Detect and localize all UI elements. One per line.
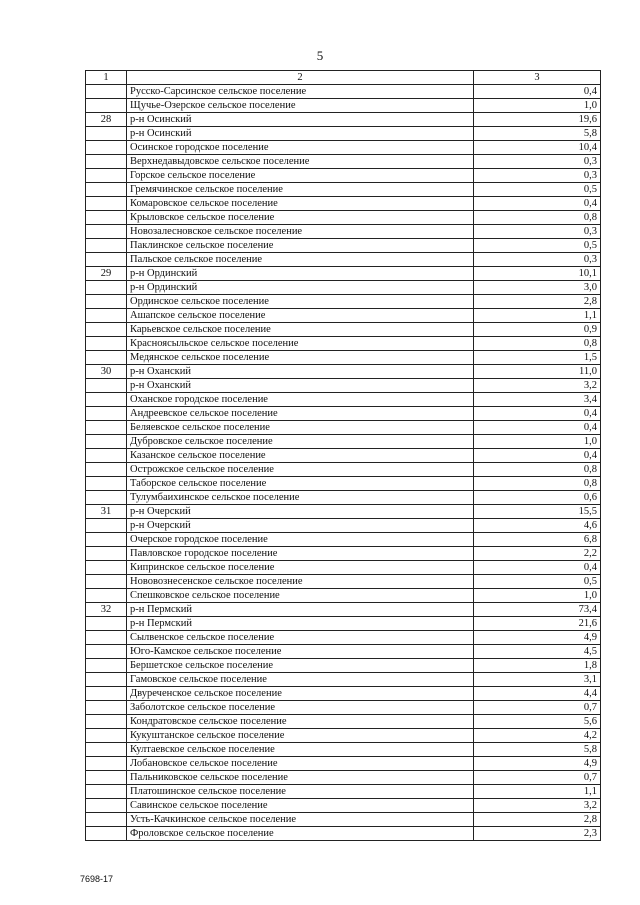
row-name: Усть-Качкинское сельское поселение — [127, 813, 474, 827]
row-name: р-н Осинский — [127, 127, 474, 141]
table-row — [86, 323, 601, 337]
row-number — [86, 575, 127, 589]
row-number — [86, 757, 127, 771]
row-value: 0,8 — [474, 477, 601, 491]
row-name: Пальское сельское поселение — [127, 253, 474, 267]
row-value: 2,3 — [474, 827, 601, 841]
row-name: Медянское сельское поселение — [127, 351, 474, 365]
row-number — [86, 659, 127, 673]
row-value: 1,8 — [474, 659, 601, 673]
row-name: Красноясыльское сельское поселение — [127, 337, 474, 351]
row-name: Бершетское сельское поселение — [127, 659, 474, 673]
row-name: р-н Осинский — [127, 113, 474, 127]
row-number — [86, 99, 127, 113]
row-name: Кукуштанское сельское поселение — [127, 729, 474, 743]
table-row — [86, 561, 601, 575]
row-name: Сылвенское сельское поселение — [127, 631, 474, 645]
row-value: 0,5 — [474, 239, 601, 253]
row-number — [86, 561, 127, 575]
table-row — [86, 617, 601, 631]
row-name: Горское сельское поселение — [127, 169, 474, 183]
row-value: 4,2 — [474, 729, 601, 743]
header-col-1: 1 — [86, 71, 127, 85]
row-number — [86, 393, 127, 407]
table-row — [86, 743, 601, 757]
row-value: 0,4 — [474, 85, 601, 99]
row-number — [86, 197, 127, 211]
row-number: 32 — [86, 603, 127, 617]
row-number — [86, 813, 127, 827]
row-value: 3,2 — [474, 379, 601, 393]
table-row — [86, 547, 601, 561]
row-name: Паклинское сельское поселение — [127, 239, 474, 253]
row-value: 3,4 — [474, 393, 601, 407]
table-row — [86, 197, 601, 211]
row-number — [86, 337, 127, 351]
row-value: 0,8 — [474, 211, 601, 225]
row-value: 10,4 — [474, 141, 601, 155]
row-value: 5,8 — [474, 743, 601, 757]
row-value: 15,5 — [474, 505, 601, 519]
table-row — [86, 659, 601, 673]
row-number: 28 — [86, 113, 127, 127]
table-row — [86, 211, 601, 225]
row-value: 0,4 — [474, 561, 601, 575]
row-value: 1,5 — [474, 351, 601, 365]
row-number — [86, 743, 127, 757]
row-name: Юго-Камское сельское поселение — [127, 645, 474, 659]
row-name: р-н Ординский — [127, 267, 474, 281]
table-row — [86, 407, 601, 421]
table-row — [86, 435, 601, 449]
row-number — [86, 225, 127, 239]
row-number — [86, 799, 127, 813]
table-row — [86, 715, 601, 729]
row-name: Фроловское сельское поселение — [127, 827, 474, 841]
row-number — [86, 519, 127, 533]
row-number — [86, 421, 127, 435]
row-number — [86, 141, 127, 155]
row-name: Тулумбаихинское сельское поселение — [127, 491, 474, 505]
row-name: Павловское городское поселение — [127, 547, 474, 561]
row-name: Казанское сельское поселение — [127, 449, 474, 463]
row-value: 0,4 — [474, 449, 601, 463]
table-row — [86, 519, 601, 533]
row-number — [86, 407, 127, 421]
row-value: 0,4 — [474, 407, 601, 421]
row-value: 2,2 — [474, 547, 601, 561]
row-value: 0,3 — [474, 225, 601, 239]
row-number — [86, 715, 127, 729]
table-row — [86, 491, 601, 505]
row-number — [86, 435, 127, 449]
row-name: Карьевское сельское поселение — [127, 323, 474, 337]
row-value: 4,6 — [474, 519, 601, 533]
row-value: 0,3 — [474, 169, 601, 183]
table-row — [86, 449, 601, 463]
table-row — [86, 463, 601, 477]
table-row — [86, 799, 601, 813]
row-name: Култаевское сельское поселение — [127, 743, 474, 757]
row-name: Осинское городское поселение — [127, 141, 474, 155]
row-value: 2,8 — [474, 813, 601, 827]
row-name: Ординское сельское поселение — [127, 295, 474, 309]
row-number — [86, 295, 127, 309]
table-row — [86, 337, 601, 351]
table-row — [86, 365, 601, 379]
row-value: 4,9 — [474, 757, 601, 771]
table-row — [86, 253, 601, 267]
row-number — [86, 477, 127, 491]
row-name: Платошинское сельское поселение — [127, 785, 474, 799]
table-row — [86, 351, 601, 365]
row-number — [86, 351, 127, 365]
row-number — [86, 239, 127, 253]
row-value: 0,6 — [474, 491, 601, 505]
row-number — [86, 673, 127, 687]
row-number — [86, 827, 127, 841]
row-number — [86, 183, 127, 197]
table-row — [86, 757, 601, 771]
row-number — [86, 491, 127, 505]
table-row — [86, 631, 601, 645]
table-row — [86, 687, 601, 701]
row-name: Беляевское сельское поселение — [127, 421, 474, 435]
row-name: Верхнедавыдовское сельское поселение — [127, 155, 474, 169]
row-name: р-н Пермский — [127, 603, 474, 617]
table-row — [86, 295, 601, 309]
row-number — [86, 729, 127, 743]
row-name: Кипринское сельское поселение — [127, 561, 474, 575]
table-row — [86, 281, 601, 295]
row-value: 1,1 — [474, 785, 601, 799]
row-number — [86, 253, 127, 267]
row-number — [86, 645, 127, 659]
row-name: Лобановское сельское поселение — [127, 757, 474, 771]
row-name: Гремячинское сельское поселение — [127, 183, 474, 197]
row-value: 1,1 — [474, 309, 601, 323]
row-number — [86, 127, 127, 141]
row-value: 1,0 — [474, 435, 601, 449]
row-name: р-н Оханский — [127, 379, 474, 393]
row-value: 3,2 — [474, 799, 601, 813]
data-table — [85, 70, 601, 841]
row-value: 11,0 — [474, 365, 601, 379]
row-value: 2,8 — [474, 295, 601, 309]
table-row — [86, 575, 601, 589]
row-number — [86, 169, 127, 183]
table-row — [86, 785, 601, 799]
header-col-2: 2 — [127, 71, 474, 85]
row-number — [86, 785, 127, 799]
table-row — [86, 673, 601, 687]
row-value: 0,7 — [474, 771, 601, 785]
table-row — [86, 589, 601, 603]
table-row — [86, 505, 601, 519]
table-row — [86, 379, 601, 393]
row-value: 5,6 — [474, 715, 601, 729]
row-number — [86, 281, 127, 295]
table-row — [86, 701, 601, 715]
row-value: 10,1 — [474, 267, 601, 281]
table-row — [86, 85, 601, 99]
row-value: 0,4 — [474, 197, 601, 211]
row-number: 31 — [86, 505, 127, 519]
row-number — [86, 589, 127, 603]
row-name: Очерское городское поселение — [127, 533, 474, 547]
table-row — [86, 533, 601, 547]
table-header-row — [86, 71, 601, 85]
table-row — [86, 155, 601, 169]
document-code: 7698-17 — [80, 874, 114, 884]
row-number — [86, 463, 127, 477]
row-number — [86, 533, 127, 547]
row-number: 30 — [86, 365, 127, 379]
table-row — [86, 771, 601, 785]
row-number — [86, 85, 127, 99]
row-value: 0,5 — [474, 183, 601, 197]
table-row — [86, 127, 601, 141]
row-name: Русско-Сарсинское сельское поселение — [127, 85, 474, 99]
row-number — [86, 449, 127, 463]
row-number — [86, 379, 127, 393]
row-name: Пальниковское сельское поселение — [127, 771, 474, 785]
row-name: Савинское сельское поселение — [127, 799, 474, 813]
table-body — [86, 71, 601, 841]
row-value: 3,1 — [474, 673, 601, 687]
row-value: 3,0 — [474, 281, 601, 295]
header-col-3: 3 — [474, 71, 601, 85]
row-number: 29 — [86, 267, 127, 281]
row-value: 4,9 — [474, 631, 601, 645]
table-row — [86, 421, 601, 435]
row-name: Оханское городское поселение — [127, 393, 474, 407]
row-name: Таборское сельское поселение — [127, 477, 474, 491]
row-name: Кондратовское сельское поселение — [127, 715, 474, 729]
row-name: р-н Очерский — [127, 519, 474, 533]
row-value: 0,7 — [474, 701, 601, 715]
page-number: 5 — [316, 48, 324, 63]
table-row — [86, 393, 601, 407]
row-value: 0,3 — [474, 155, 601, 169]
row-number — [86, 701, 127, 715]
row-name: р-н Пермский — [127, 617, 474, 631]
table-row — [86, 113, 601, 127]
row-number — [86, 323, 127, 337]
row-value: 0,5 — [474, 575, 601, 589]
table-row — [86, 225, 601, 239]
table-row — [86, 99, 601, 113]
row-name: Дубровское сельское поселение — [127, 435, 474, 449]
row-name: Острожское сельское поселение — [127, 463, 474, 477]
row-value: 1,0 — [474, 589, 601, 603]
table-row — [86, 729, 601, 743]
row-name: р-н Очерский — [127, 505, 474, 519]
row-name: Нововознесенское сельское поселение — [127, 575, 474, 589]
row-value: 21,6 — [474, 617, 601, 631]
row-name: Комаровское сельское поселение — [127, 197, 474, 211]
row-value: 5,8 — [474, 127, 601, 141]
table-row — [86, 645, 601, 659]
row-name: р-н Ординский — [127, 281, 474, 295]
row-number — [86, 211, 127, 225]
row-name: Щучье-Озерское сельское поселение — [127, 99, 474, 113]
row-value: 0,9 — [474, 323, 601, 337]
row-value: 19,6 — [474, 113, 601, 127]
table-row — [86, 141, 601, 155]
table-row — [86, 309, 601, 323]
table-row — [86, 603, 601, 617]
row-name: Ашапское сельское поселение — [127, 309, 474, 323]
table-row — [86, 827, 601, 841]
table-row — [86, 239, 601, 253]
table-row — [86, 183, 601, 197]
table-row — [86, 813, 601, 827]
row-number — [86, 155, 127, 169]
row-name: Гамовское сельское поселение — [127, 673, 474, 687]
row-value: 0,8 — [474, 337, 601, 351]
table-row — [86, 267, 601, 281]
row-name: Двуреченское сельское поселение — [127, 687, 474, 701]
row-number — [86, 631, 127, 645]
table-row — [86, 169, 601, 183]
row-number — [86, 547, 127, 561]
row-name: р-н Оханский — [127, 365, 474, 379]
table-row — [86, 477, 601, 491]
row-value: 1,0 — [474, 99, 601, 113]
row-name: Заболотское сельское поселение — [127, 701, 474, 715]
row-value: 0,3 — [474, 253, 601, 267]
row-number — [86, 771, 127, 785]
row-value: 73,4 — [474, 603, 601, 617]
row-value: 4,4 — [474, 687, 601, 701]
row-value: 0,8 — [474, 463, 601, 477]
row-name: Спешковское сельское поселение — [127, 589, 474, 603]
row-name: Крыловское сельское поселение — [127, 211, 474, 225]
row-number — [86, 309, 127, 323]
row-value: 4,5 — [474, 645, 601, 659]
row-number — [86, 617, 127, 631]
row-name: Новозалесновское сельское поселение — [127, 225, 474, 239]
row-value: 0,4 — [474, 421, 601, 435]
row-name: Андреевское сельское поселение — [127, 407, 474, 421]
row-number — [86, 687, 127, 701]
row-value: 6,8 — [474, 533, 601, 547]
